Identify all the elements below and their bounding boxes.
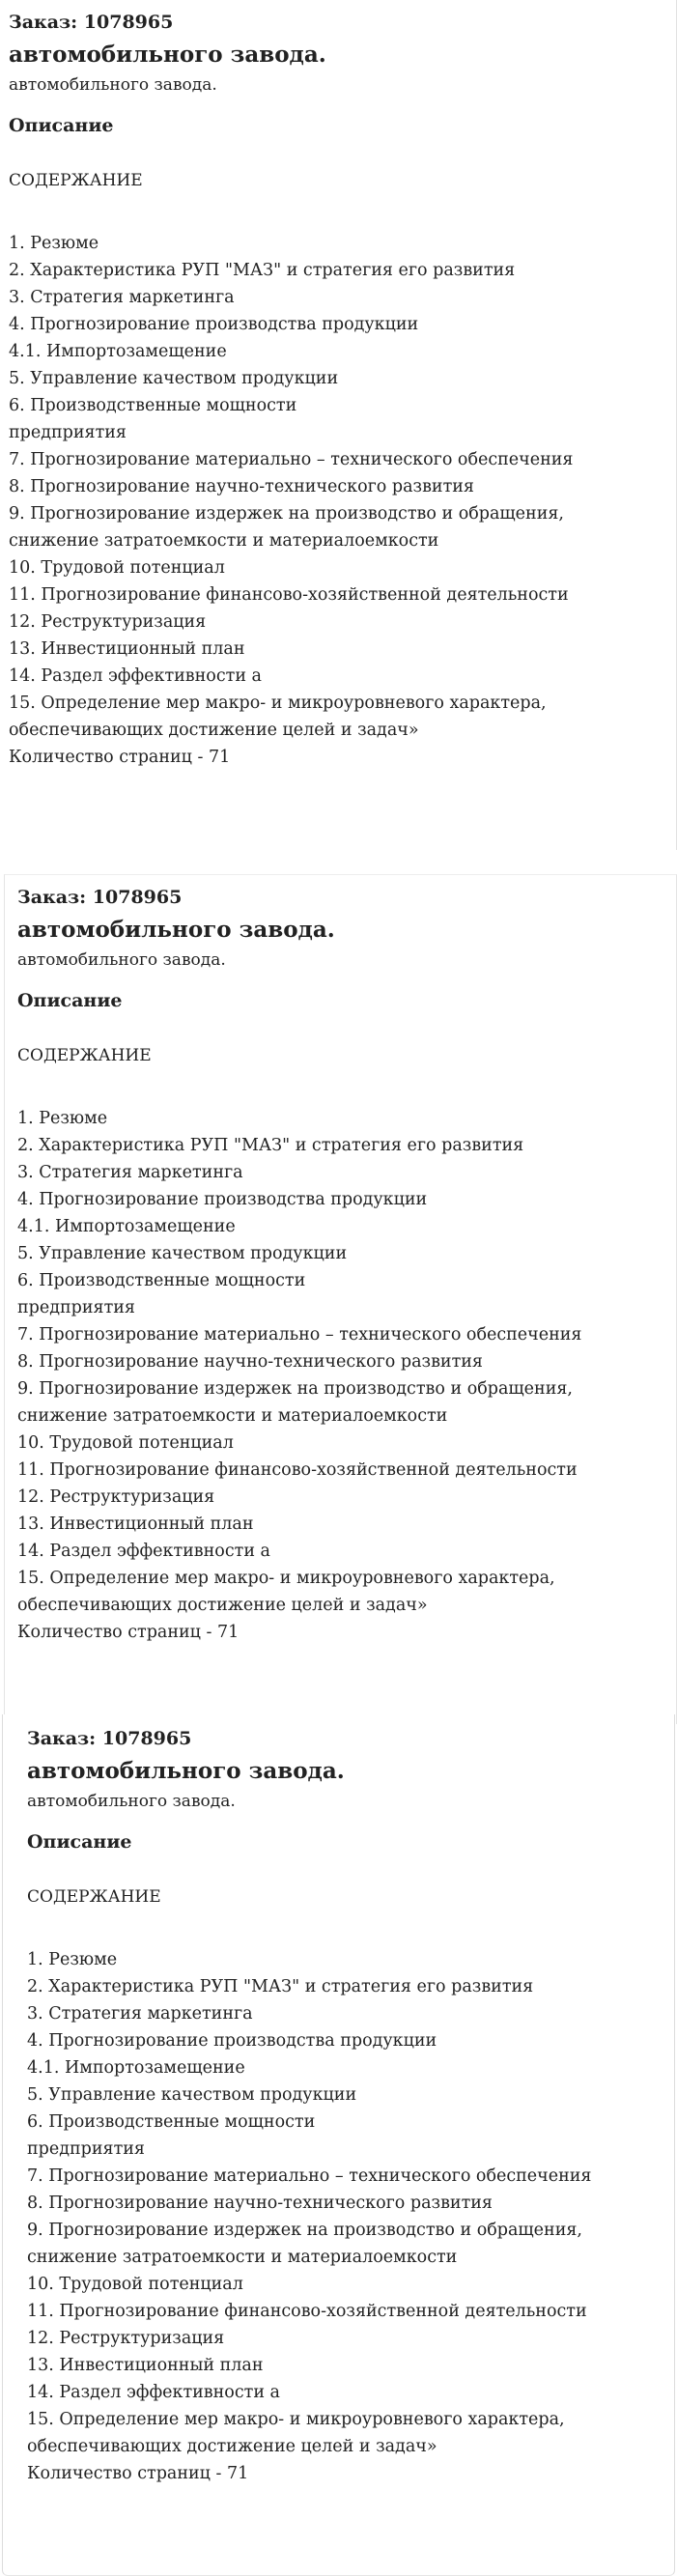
description-heading: Описание bbox=[27, 1831, 132, 1853]
contents-item: 4.1. Импортозамещение bbox=[27, 2058, 245, 2078]
contents-item: обеспечивающих достижение целей и задач» bbox=[27, 2437, 437, 2456]
contents-item: 9. Прогнозирование издержек на производство и обращения, bbox=[9, 504, 564, 524]
work-subtitle: автомобильного завода. bbox=[17, 950, 226, 970]
contents-item: 9. Прогнозирование издержек на производство и обращения, bbox=[27, 2221, 582, 2240]
contents-item: 6. Производственные мощности bbox=[27, 2112, 316, 2132]
contents-item: 12. Реструктуризация bbox=[27, 2329, 225, 2348]
contents-item: 7. Прогнозирование материально – технического обеспечения bbox=[9, 450, 574, 469]
order-card-content bbox=[17, 883, 581, 1646]
contents-item: 12. Реструктуризация bbox=[9, 612, 207, 632]
contents-item: 14. Раздел эффективности а bbox=[17, 1542, 270, 1561]
contents-heading: СОДЕРЖАНИЕ bbox=[17, 1046, 152, 1065]
order-card-3 bbox=[2, 1714, 675, 2576]
contents-item: 14. Раздел эффективности а bbox=[27, 2383, 280, 2402]
contents-item: 10. Трудовой потенциал bbox=[27, 2275, 243, 2294]
page-count: Количество страниц - 71 bbox=[9, 748, 231, 767]
page-count: Количество страниц - 71 bbox=[17, 1623, 240, 1642]
contents-item: 7. Прогнозирование материально – технического обеспечения bbox=[17, 1325, 582, 1345]
contents-item: предприятия bbox=[9, 423, 127, 442]
contents-item: 3. Стратегия маркетинга bbox=[9, 288, 235, 307]
contents-item: 2. Характеристика РУП "МАЗ" и стратегия его развития bbox=[27, 1977, 534, 1996]
contents-item: 14. Раздел эффективности а bbox=[9, 666, 262, 686]
work-subtitle: автомобильного завода. bbox=[9, 75, 217, 95]
contents-item: 4.1. Импортозамещение bbox=[9, 342, 227, 361]
contents-item: 11. Прогнозирование финансово-хозяйственной деятельности bbox=[27, 2302, 587, 2321]
contents-item: 8. Прогнозирование научно-технического развития bbox=[17, 1352, 483, 1372]
contents-item: снижение затратоемкости и материалоемкости bbox=[27, 2248, 458, 2267]
contents-item: 5. Управление качеством продукции bbox=[27, 2085, 357, 2105]
work-title: автомобильного завода. bbox=[9, 42, 326, 68]
contents-item: 8. Прогнозирование научно-технического развития bbox=[27, 2194, 493, 2213]
contents-item: 3. Стратегия маркетинга bbox=[27, 2004, 253, 2024]
contents-item: 10. Трудовой потенциал bbox=[17, 1433, 234, 1453]
contents-heading: СОДЕРЖАНИЕ bbox=[9, 171, 143, 190]
work-title: автомобильного завода. bbox=[17, 917, 335, 943]
contents-item: 10. Трудовой потенциал bbox=[9, 558, 225, 578]
page-count: Количество страниц - 71 bbox=[27, 2464, 249, 2483]
contents-item: 4. Прогнозирование производства продукции bbox=[9, 315, 419, 334]
contents-item: 15. Определение мер макро- и микроуровневого характера, bbox=[9, 694, 547, 713]
description-heading: Описание bbox=[9, 115, 114, 136]
contents-item: 2. Характеристика РУП "МАЗ" и стратегия его развития bbox=[9, 261, 516, 280]
contents-item: 11. Прогнозирование финансово-хозяйственной деятельности bbox=[9, 585, 569, 605]
contents-item: снижение затратоемкости и материалоемкости bbox=[9, 531, 439, 551]
contents-list bbox=[17, 1105, 581, 1619]
contents-item: 2. Характеристика РУП "МАЗ" и стратегия его развития bbox=[17, 1136, 524, 1155]
order-number: Заказ: 1078965 bbox=[27, 1728, 192, 1749]
contents-item: 8. Прогнозирование научно-технического развития bbox=[9, 477, 474, 496]
contents-item: 6. Производственные мощности bbox=[17, 1271, 306, 1290]
contents-item: 15. Определение мер макро- и микроуровневого характера, bbox=[17, 1569, 555, 1588]
order-card-1 bbox=[0, 0, 677, 850]
order-card-content bbox=[27, 1724, 591, 2487]
contents-item: 4. Прогнозирование производства продукции bbox=[27, 2031, 437, 2051]
contents-item: 15. Определение мер макро- и микроуровневого характера, bbox=[27, 2410, 565, 2429]
contents-item: 7. Прогнозирование материально – технического обеспечения bbox=[27, 2166, 592, 2186]
contents-item: 12. Реструктуризация bbox=[17, 1487, 215, 1507]
contents-item: 13. Инвестиционный план bbox=[9, 639, 245, 659]
contents-item: снижение затратоемкости и материалоемкости bbox=[17, 1406, 448, 1426]
contents-list bbox=[27, 1946, 591, 2460]
order-number: Заказ: 1078965 bbox=[9, 12, 174, 33]
contents-item: 5. Управление качеством продукции bbox=[17, 1244, 348, 1263]
contents-item: 13. Инвестиционный план bbox=[27, 2356, 264, 2375]
contents-heading: СОДЕРЖАНИЕ bbox=[27, 1887, 161, 1907]
contents-item: обеспечивающих достижение целей и задач» bbox=[9, 721, 419, 740]
order-number: Заказ: 1078965 bbox=[17, 887, 183, 908]
contents-item: 1. Резюме bbox=[27, 1950, 118, 1969]
contents-item: 5. Управление качеством продукции bbox=[9, 369, 339, 388]
contents-item: предприятия bbox=[27, 2139, 145, 2159]
contents-item: 11. Прогнозирование финансово-хозяйственной деятельности bbox=[17, 1460, 578, 1480]
contents-item: 6. Производственные мощности bbox=[9, 396, 297, 415]
contents-item: 3. Стратегия маркетинга bbox=[17, 1163, 243, 1182]
contents-item: 4.1. Импортозамещение bbox=[17, 1217, 236, 1236]
contents-item: 1. Резюме bbox=[9, 234, 99, 253]
contents-item: предприятия bbox=[17, 1298, 135, 1317]
contents-item: 1. Резюме bbox=[17, 1109, 108, 1128]
order-card-content bbox=[9, 8, 573, 771]
contents-item: обеспечивающих достижение целей и задач» bbox=[17, 1596, 428, 1615]
description-heading: Описание bbox=[17, 990, 123, 1011]
work-title: автомобильного завода. bbox=[27, 1758, 345, 1784]
work-subtitle: автомобильного завода. bbox=[27, 1792, 236, 1811]
contents-list bbox=[9, 230, 573, 744]
contents-item: 9. Прогнозирование издержек на производство и обращения, bbox=[17, 1379, 573, 1399]
contents-item: 13. Инвестиционный план bbox=[17, 1514, 254, 1534]
order-card-2 bbox=[4, 874, 677, 1724]
contents-item: 4. Прогнозирование производства продукции bbox=[17, 1190, 428, 1209]
